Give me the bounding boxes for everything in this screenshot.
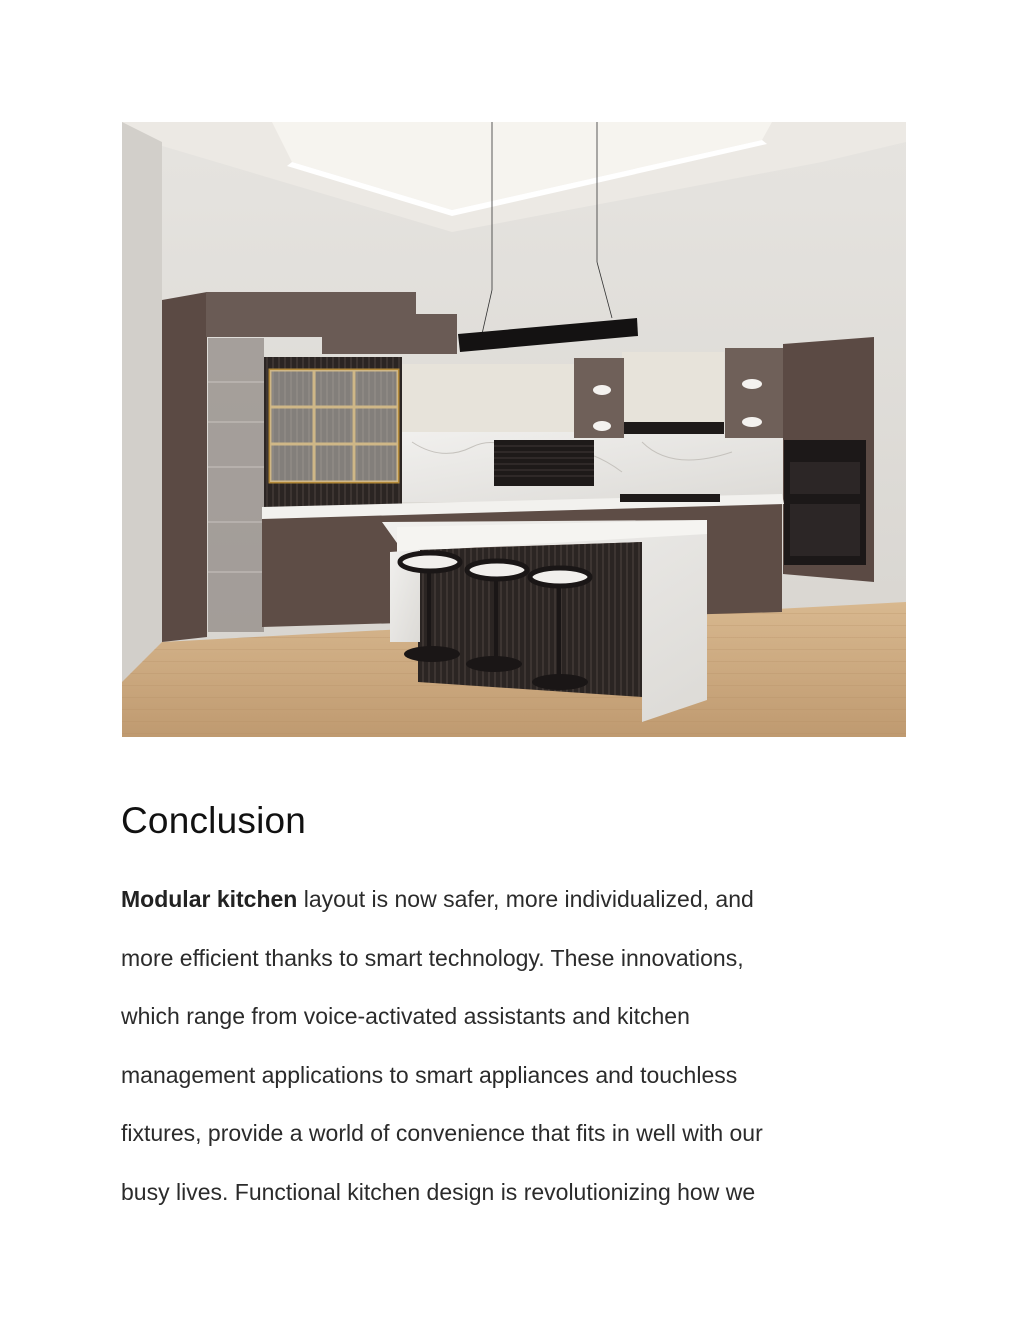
upper-cabinet <box>622 352 724 422</box>
line-6: busy lives. Functional kitchen design is revolutionizing how we <box>121 1178 756 1205</box>
gas-hob <box>620 494 720 502</box>
side-wall <box>122 122 162 682</box>
upper-cabinet <box>402 364 577 432</box>
tall-cabinet <box>162 292 207 642</box>
bold-lead: Modular kitchen <box>121 886 298 912</box>
kitchen-photo <box>122 122 906 737</box>
line-2: more efficient thanks to smart technology. These innovations, <box>121 944 744 971</box>
chimney-hood <box>620 422 724 434</box>
page-title: Conclusion <box>121 800 307 841</box>
line-5: fixtures, provide a world of convenience that fits in well with our <box>121 1120 763 1147</box>
window-blinds <box>494 440 594 486</box>
line-3: which range from voice-activated assistants and kitchen <box>121 1003 690 1030</box>
line-1: layout is now safer, more individualized, and <box>297 886 754 912</box>
conclusion-paragraph <box>121 870 911 1222</box>
line-4: management applications to smart appliances and touchless <box>121 1061 738 1088</box>
